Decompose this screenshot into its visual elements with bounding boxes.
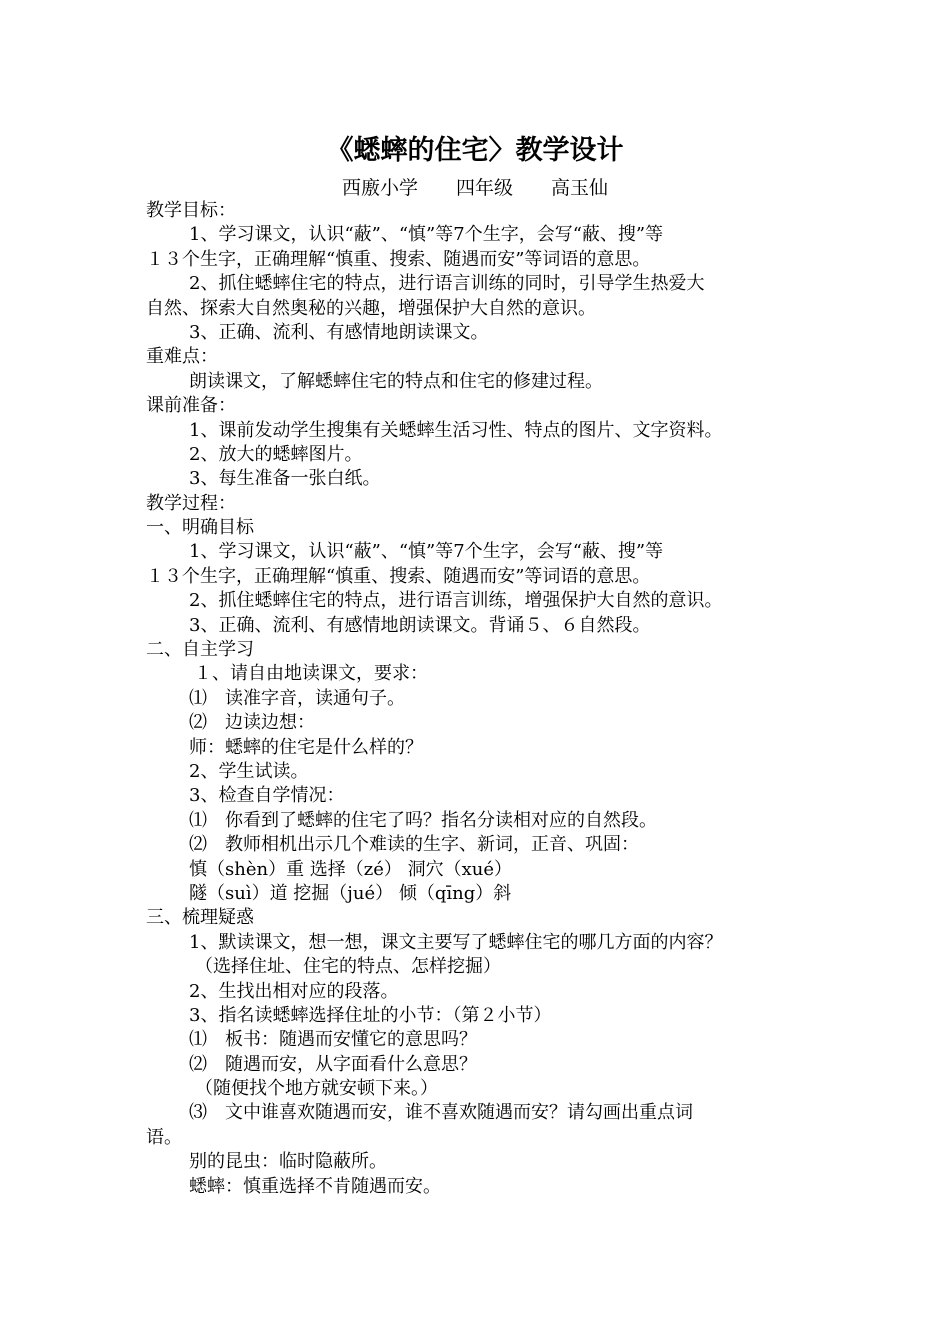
text-line: 2、抓住蟋蟀住宅的特点，进行语言训练的同时，引导学生热爱大	[189, 273, 705, 295]
text-line: 2、生找出相对应的段落。	[189, 980, 399, 1002]
text-line: 师：蟋蟀的住宅是什么样的？	[189, 736, 423, 758]
text-line: 2、学生试读。	[189, 760, 309, 782]
text-line: １３个生字，正确理解“慎重、搜索、随遇而安”等词语的意思。	[146, 248, 651, 270]
document-title: 《蟋蟀的住宅〉教学设计	[326, 135, 624, 166]
text-line: ⑴ 板书：随遇而安懂它的意思吗？	[189, 1029, 477, 1051]
text-line: ⑴ 读准字音，读通句子。	[189, 687, 405, 709]
text-line: 3、正确、流利、有感情地朗读课文。背诵５、６自然段。	[189, 614, 651, 636]
text-line: 自然、探索大自然奥秘的兴趣，增强保护大自然的意识。	[146, 297, 596, 319]
text-line: ⑶ 文中谁喜欢随遇而安，谁不喜欢随遇而安？请勾画出重点词	[189, 1102, 693, 1124]
text-line: 3、检查自学情况：	[189, 785, 345, 807]
text-line: 三、梳理疑惑	[146, 907, 254, 929]
text-line: 语。	[146, 1126, 182, 1148]
text-line: 二、自主学习	[146, 639, 254, 661]
text-line: 1、学习课文，认识“蔽”、“慎”等7个生字，会写“蔽、搜”等	[189, 541, 664, 563]
text-line: 朗读课文，了解蟋蟀住宅的特点和住宅的修建过程。	[189, 370, 603, 392]
text-line: ⑴ 你看到了蟋蟀的住宅了吗？指名分读相对应的自然段。	[189, 809, 657, 831]
text-line: 2、放大的蟋蟀图片。	[189, 443, 363, 465]
text-line: １３个生字，正确理解“慎重、搜索、随遇而安”等词语的意思。	[146, 565, 651, 587]
text-line: 3、每生准备一张白纸。	[189, 468, 381, 490]
text-line: 2、抓住蟋蟀住宅的特点，进行语言训练，增强保护大自然的意识。	[189, 590, 723, 612]
text-line: （选择住址、住宅的特点、怎样挖掘）	[195, 956, 501, 978]
text-line: 1、学习课文，认识“蔽”、“慎”等7个生字，会写“蔽、搜”等	[189, 224, 664, 246]
text-line: １、请自由地读课文，要求：	[194, 663, 428, 685]
text-line: 别的昆虫：临时隐蔽所。	[189, 1151, 387, 1173]
text-line: 慎（shèn）重 选择（zé） 洞穴（xué）	[189, 858, 513, 880]
text-line: 教学过程：	[146, 492, 236, 514]
text-line: 课前准备：	[146, 395, 236, 417]
text-line: ⑵ 边读边想：	[189, 712, 315, 734]
text-line: ⑵ 随遇而安，从字面看什么意思？	[189, 1053, 477, 1075]
text-line: 一、明确目标	[146, 517, 254, 539]
text-line: 教学目标：	[146, 200, 236, 221]
text-line: 1、课前发动学生搜集有关蟋蟀生活习性、特点的图片、文字资料。	[189, 419, 723, 441]
document-subtitle: 西廒小学 四年级 高玉仙	[341, 177, 608, 199]
text-line: 3、指名读蟋蟀选择住址的小节：（第２小节）	[189, 1004, 552, 1026]
text-line: 隧（suì）道 挖掘（jué） 倾（qīng）斜	[189, 882, 512, 904]
text-line: （随便找个地方就安顿下来。）	[195, 1078, 438, 1100]
text-line: 蟋蟀：慎重选择不肯随遇而安。	[189, 1175, 441, 1197]
text-line: 3、正确、流利、有感情地朗读课文。	[189, 321, 489, 343]
text-line: 重难点：	[146, 346, 218, 368]
text-line: ⑵ 教师相机出示几个难读的生字、新词，正音、巩固：	[189, 834, 639, 856]
text-line: 1、默读课文，想一想，课文主要写了蟋蟀住宅的哪几方面的内容？	[189, 931, 723, 953]
document-body	[146, 199, 816, 1199]
